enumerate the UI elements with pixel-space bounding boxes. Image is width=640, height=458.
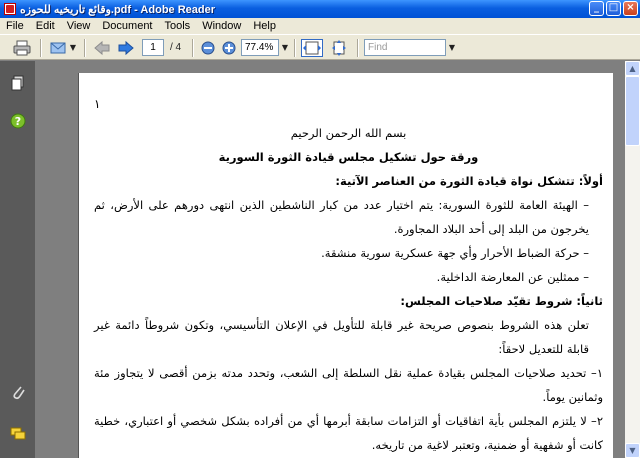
menu-document[interactable]: Document	[102, 20, 153, 32]
arrow-right-icon	[116, 39, 136, 57]
next-page-button[interactable]	[116, 39, 136, 57]
arrow-left-icon	[92, 39, 112, 57]
help-panel-button[interactable]	[10, 113, 26, 129]
menu-help[interactable]: Help	[253, 20, 276, 32]
list-item: ١– تحديد صلاحيات المجلس بقيادة عملية نقل السلطة إلى الشعب، وتحدد مدته بزمن أقصى لا يتجاوز مئة وثمانين يوماً.	[94, 366, 603, 404]
paperclip-icon	[10, 384, 26, 400]
comments-icon	[10, 425, 26, 441]
help-icon	[10, 113, 26, 129]
fit-width-button[interactable]	[301, 39, 323, 57]
close-button[interactable]: ×	[623, 1, 638, 16]
comments-panel-button[interactable]	[10, 425, 26, 441]
zoom-out-icon	[198, 39, 218, 57]
full-screen-button[interactable]	[329, 39, 351, 57]
pages-panel-button[interactable]	[10, 75, 26, 91]
window-title: وقائع تاريخيه للحوزه.pdf - Adobe Reader	[20, 3, 216, 16]
attachments-panel-button[interactable]	[10, 384, 26, 400]
adobe-reader-icon	[4, 3, 16, 15]
zoom-in-button[interactable]	[219, 39, 239, 57]
page-number-input[interactable]: 1	[142, 39, 164, 56]
basmala: بسم الله الرحمن الرحيم	[290, 126, 407, 140]
list-item: – ممثلين عن المعارضة الداخلية.	[436, 270, 589, 284]
menu-view[interactable]: View	[66, 20, 91, 32]
toolbar-separator	[294, 39, 296, 57]
toolbar-separator	[40, 39, 42, 57]
minimize-button[interactable]: _	[589, 1, 604, 16]
pdf-page[interactable]	[78, 73, 613, 458]
scroll-thumb[interactable]	[625, 76, 640, 146]
toolbar-separator	[84, 39, 86, 57]
find-dropdown[interactable]: ▼	[448, 43, 456, 52]
menu-bar	[0, 18, 640, 34]
section-heading: أولاً: تتشكل نواة قيادة الثورة من العناصر الآتية:	[335, 174, 603, 188]
list-item: – الهيئة العامة للثورة السورية: يتم اختيار عدد من كبار الناشطين الذين انتهى دورهم على الأرض، ثم يخرجون من البلد إلى أحد البلاد المجاورة.	[94, 198, 589, 236]
email-icon	[48, 39, 68, 57]
menu-edit[interactable]: Edit	[35, 20, 55, 32]
navigation-panel	[0, 61, 35, 458]
pages-icon	[10, 75, 26, 91]
find-input[interactable]: Find	[364, 39, 446, 56]
fit-width-icon	[302, 40, 322, 56]
toolbar-separator	[357, 39, 359, 57]
print-button[interactable]	[12, 39, 32, 57]
print-icon	[12, 39, 32, 57]
list-item: ٢– لا يلتزم المجلس بأية اتفاقيات أو التزامات سابقة أبرمها أي من أفراده بشكل شخصي أو اعتباري، خطية كانت أو شفهية أو ضمنية، وتعتبر لاغية من تاريخه.	[94, 414, 603, 452]
document-area[interactable]	[35, 61, 625, 458]
menu-file[interactable]: File	[6, 20, 24, 32]
section-heading: ثانياً: شروط تقيّد صلاحيات المجلس:	[400, 294, 603, 308]
email-button[interactable]	[48, 39, 68, 57]
menu-window[interactable]: Window	[202, 20, 242, 32]
zoom-out-button[interactable]	[198, 39, 218, 57]
email-dropdown[interactable]: ▼	[69, 43, 77, 52]
title-bar[interactable]	[0, 0, 640, 18]
zoom-dropdown[interactable]: ▼	[281, 43, 289, 52]
scroll-up-button[interactable]: ▲	[625, 61, 640, 76]
toolbar-separator	[192, 39, 194, 57]
zoom-in-icon	[219, 39, 239, 57]
list-item: – حركة الضباط الأحرار وأي جهة عسكرية سورية منشقة.	[321, 246, 589, 260]
document-title: ورقة حول تشكيل مجلس قيادة الثورة السورية	[218, 150, 479, 164]
scroll-down-button[interactable]: ▼	[625, 443, 640, 458]
window-controls	[589, 1, 638, 16]
zoom-level-input[interactable]: 77.4%	[241, 39, 279, 56]
vertical-scrollbar[interactable]	[625, 61, 640, 458]
full-screen-icon	[329, 39, 349, 57]
toolbar	[0, 34, 640, 60]
maximize-button[interactable]: □	[606, 1, 621, 16]
menu-tools[interactable]: Tools	[164, 20, 191, 32]
page-number: ١	[94, 97, 101, 111]
paragraph: تعلن هذه الشروط بنصوص صريحة غير قابلة للتأويل في الإعلان التأسيسي، وتكون شروطاً دائمة غير قابلة للتعديل لاحقاً:	[94, 318, 589, 356]
page-total-label: / 4	[170, 42, 182, 53]
previous-page-button[interactable]	[92, 39, 112, 57]
page-content	[94, 121, 603, 457]
svg-text:?: ?	[14, 115, 22, 128]
